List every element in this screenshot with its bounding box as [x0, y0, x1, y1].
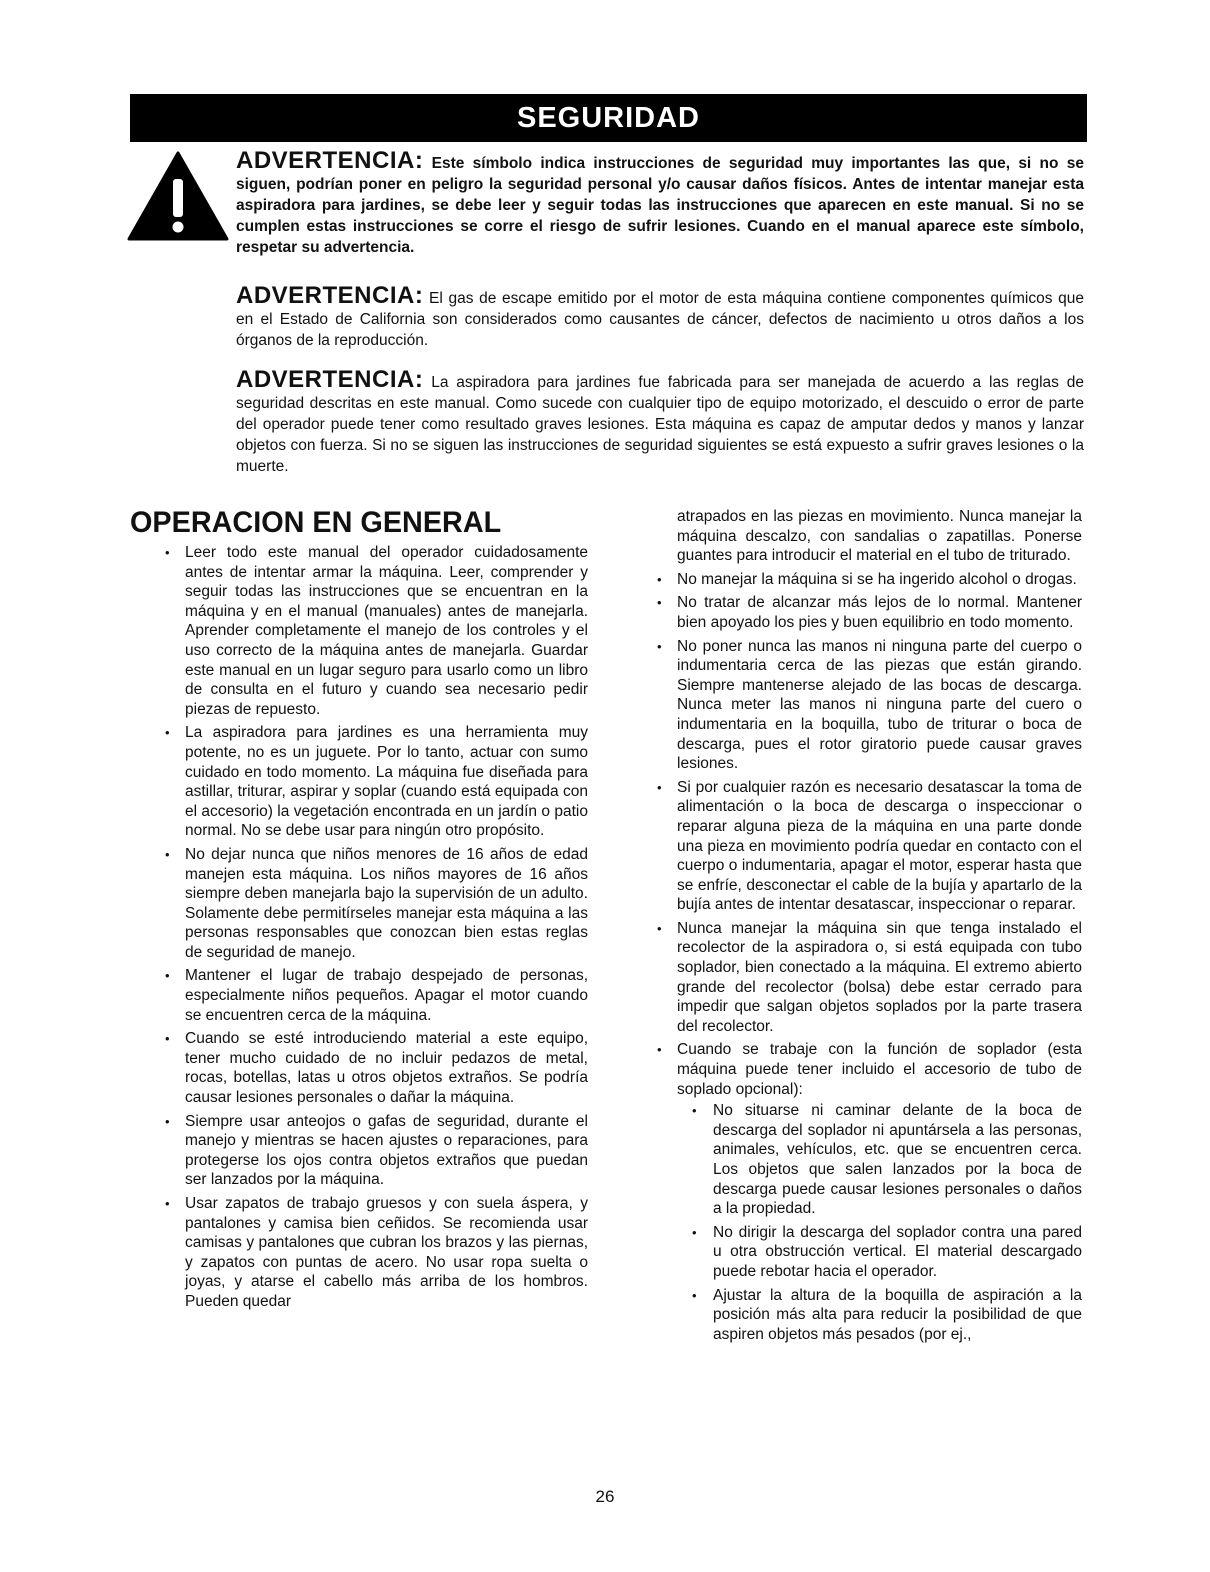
warning-label: ADVERTENCIA: — [236, 147, 424, 174]
list-item: • Cuando se esté introduciendo material a este equipo, tener mucho cuidado de no incluir pedazos de metal, rocas, botellas, latas u otros objetos extraños. Se podría causar lesiones personales o dañar la máquina. — [163, 1029, 588, 1107]
list-item: • No manejar la máquina si se ha ingerido alcohol o drogas. — [655, 570, 1082, 590]
list-item: • Leer todo este manual del operador cuidadosamente antes de intentar armar la máquina. Leer, comprender y seguir todas las instrucciones que se encuentran en la máquina y en el manual (manuales) antes de manejarla. Aprender completamente el manejo de los controles y el uso correcto de la máquina antes de manejarla. Guardar este manual en un lugar seguro para usarlo como un libro de consulta en el futuro y cuando sea necesario pedir piezas de repuesto. — [163, 543, 588, 719]
sublist-item: • No dirigir la descarga del soplador contra una pared u otra obstrucción vertical. El material descargado puede rebotar hacia el operador. — [677, 1223, 1082, 1282]
list-item: • Nunca manejar la máquina sin que tenga instalado el recolector de la aspiradora o, si está equipada con tubo soplador, bien conectado a la máquina. El extremo abierto grande del recolector (bolsa) debe estar cerrado para impedir que salgan objetos soplados por la parte trasera del recolector. — [655, 919, 1082, 1037]
list-item: • La aspiradora para jardines es una herramienta muy potente, no es un juguete. Por lo tanto, actuar con sumo cuidado en todo momento. La máquina fue diseñada para astillar, triturar, aspirar y soplar (cuando está equipada con el accesorio) la vegetación encontrada en un jardín o patio normal. No se debe usar para ningún otro propósito. — [163, 723, 588, 841]
warning-label: ADVERTENCIA: — [236, 366, 424, 393]
left-bullet-list — [163, 543, 588, 1312]
section-title: OPERACION EN GENERAL — [130, 506, 502, 539]
list-item: • No dejar nunca que niños menores de 16 años de edad manejen esta máquina. Los niños mayores de 16 años siempre deben manejarla bajo la supervisión de un adulto. Solamente debe permitírseles manejar esta máquina a las personas responsables que conozcan bien estas reglas de seguridad de manejo. — [163, 845, 588, 963]
warning-safety-rules — [236, 366, 1084, 477]
right-column — [655, 507, 1082, 1348]
warning-text: El gas de escape emitido por el motor de esta máquina contiene componentes químicos que en el Estado de California son considerados como causantes de cáncer, defectos de nacimiento u otros daños a los órganos de la reproducción. — [236, 290, 1084, 349]
list-item: • Siempre usar anteojos o gafas de seguridad, durante el manejo y mientras se hacen ajustes o reparaciones, para protegerse los ojos contra objetos extraños que puedan ser lanzados por la máquina. — [163, 1112, 588, 1190]
list-item: • No tratar de alcanzar más lejos de lo normal. Mantener bien apoyado los pies y buen equilibrio en todo momento. — [655, 593, 1082, 632]
blower-sublist — [677, 1101, 1082, 1344]
left-column — [163, 543, 588, 1316]
warning-california — [236, 282, 1084, 351]
list-item: • Usar zapatos de trabajo gruesos y con suela áspera, y pantalones y camisa bien ceñidos. Se recomienda usar camisas y pantalones que cubran los brazos y las piernas, y zapatos con puntas de acero. No usar ropa suelta o joyas, y atarse el cabello más arriba de los hombros. Pueden quedar — [163, 1194, 588, 1312]
right-bullet-list — [655, 507, 1082, 1344]
list-item: • No poner nunca las manos ni ninguna parte del cuerpo o indumentaria cerca de las piezas que están girando. Siempre mantenerse alejado de las bocas de descarga. Nunca meter las manos ni ninguna parte del cuero o indumentaria en la boquilla, tubo de triturar o boca de descarga, pues el rotor giratorio puede causar graves lesiones. — [655, 637, 1082, 774]
warning-triangle-icon — [127, 151, 229, 241]
warning-label: ADVERTENCIA: — [236, 282, 424, 309]
page-number: 26 — [595, 1487, 615, 1506]
list-item-text: Cuando se trabaje con la función de soplador (esta máquina puede tener incluido el accesorio de tubo de soplado opcional): — [677, 1041, 1082, 1098]
warning-text: La aspiradora para jardines fue fabricada para ser manejada de acuerdo a las reglas de seguridad descritas en este manual. Como sucede con cualquier tipo de equipo motorizado, el descuido o error de parte del operador puede tener como resultado graves lesiones. Esta máquina es capaz de amputar dedos y manos y lanzar objetos con fuerza. Si no se siguen las instrucciones de seguridad siguientes se está expuesto a sufrir graves lesiones o la muerte. — [236, 374, 1084, 475]
warning-text: Este símbolo indica instrucciones de seguridad muy importantes las que, si no se siguen, podrían poner en peligro la seguridad personal y/o causar daños físicos. Antes de intentar manejar esta aspiradora para jardines, se debe leer y seguir todas las instrucciones que aparecen en este manual. Si no se cumplen estas instrucciones se corre el riesgo de sufrir lesiones. Cuando en el manual aparece este símbolo, respetar su advertencia. — [236, 155, 1084, 256]
list-item: • Si por cualquier razón es necesario desatascar la toma de alimentación o la boca de descarga o inspeccionar o reparar alguna pieza de la máquina en una parte donde una pieza en movimiento podría quedar en contacto con el cuerpo o indumentaria, apagar el motor, esperar hasta que se enfríe, desconectar el cable de la bujía y apartarlo de la bujía antes de intentar desatascar, inspeccionar o reparar. — [655, 778, 1082, 915]
list-item: • Mantener el lugar de trabajo despejado de personas, especialmente niños pequeños. Apagar el motor cuando se encuentren cerca de la máquina. — [163, 966, 588, 1025]
list-item-continuation: atrapados en las piezas en movimiento. Nunca manejar la máquina descalzo, con sandalias o zapatillas. Ponerse guantes para introducir el material en el tubo de triturado. — [677, 508, 1082, 565]
list-item-blower — [655, 1040, 1082, 1344]
sublist-item: • No situarse ni caminar delante de la boca de descarga del soplador ni apuntársela a las personas, animales, vehículos, etc. que se encuentren cerca. Los objetos que salen lanzados por la boca de descarga puede causar lesiones personales o daños a la propiedad. — [677, 1101, 1082, 1219]
warning-symbol-meaning — [236, 147, 1084, 258]
section-banner: SEGURIDAD — [130, 94, 1087, 142]
sublist-item: • Ajustar la altura de la boquilla de aspiración a la posición más alta para reducir la posibilidad de que aspiren objetos más pesados (por ej., — [677, 1286, 1082, 1345]
